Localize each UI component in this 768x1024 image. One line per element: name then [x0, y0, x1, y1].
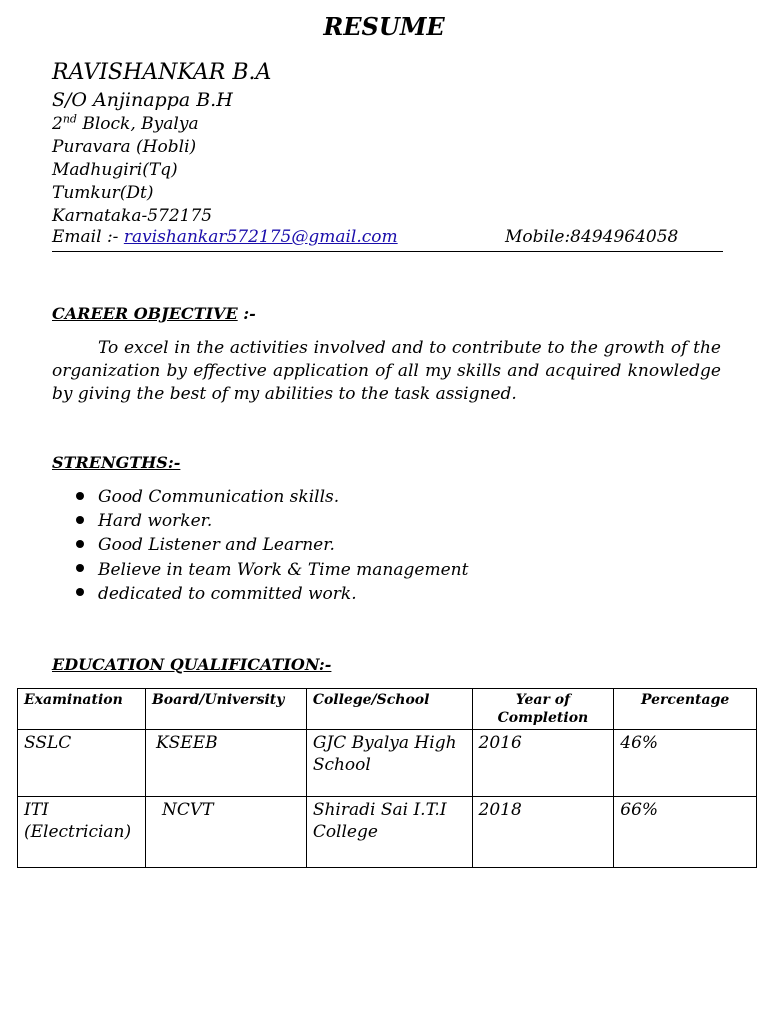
cell-percentage: 46%	[614, 730, 757, 797]
list-item	[52, 558, 468, 582]
address-block-number: 2	[52, 114, 63, 134]
cell-year: 2016	[472, 730, 614, 797]
strengths-list	[52, 485, 468, 606]
education-table	[17, 688, 757, 868]
table-row	[18, 797, 757, 868]
bullet-icon	[76, 516, 84, 524]
strength-text: Good Listener and Learner.	[98, 535, 335, 556]
list-item	[52, 533, 468, 557]
list-item	[52, 582, 468, 606]
candidate-name: RAVISHANKAR B.A	[52, 60, 272, 85]
strength-text: Good Communication skills.	[98, 487, 340, 507]
address-line-hobli: Puravara (Hobli)	[52, 137, 197, 157]
cell-college: Shiradi Sai I.T.I College	[306, 797, 472, 868]
career-objective-heading-text: CAREER OBJECTIVE	[52, 304, 238, 323]
address-block-ordinal: nd	[62, 112, 77, 126]
column-header-college: College/School	[306, 689, 472, 730]
email-label: Email :-	[52, 227, 124, 247]
strength-text: Believe in team Work & Time management	[98, 559, 469, 580]
bullet-icon	[76, 588, 84, 596]
table-header-row	[18, 689, 757, 730]
contact-line	[52, 227, 723, 252]
cell-board: KSEEB	[145, 730, 306, 797]
mobile-number: Mobile:8494964058	[505, 227, 679, 247]
career-objective-heading	[52, 304, 256, 323]
column-header-year: Year of Completion	[472, 689, 614, 730]
cell-college: GJC Byalya High School	[306, 730, 472, 797]
column-header-percentage: Percentage	[614, 689, 757, 730]
strength-text: dedicated to committed work.	[98, 583, 357, 604]
career-objective-body: To excel in the activities involved and to contribute to the growth of the organization by effective application of all my skills and acquired knowledge by giving the best of my abilities to the task assigned.	[52, 338, 721, 404]
address-line-parent: S/O Anjinappa B.H	[52, 89, 233, 111]
column-header-examination: Examination	[18, 689, 146, 730]
list-item	[52, 485, 468, 509]
bullet-icon	[76, 540, 84, 548]
cell-examination: ITI (Electrician)	[18, 797, 146, 868]
career-objective-text	[52, 337, 721, 406]
address-line-taluk: Madhugiri(Tq)	[52, 160, 178, 180]
education-heading-text: EDUCATION QUALIFICATION:-	[52, 655, 332, 674]
column-header-board: Board/University	[145, 689, 306, 730]
bullet-icon	[76, 492, 84, 500]
strength-text: Hard worker.	[98, 511, 213, 532]
cell-board: NCVT	[145, 797, 306, 868]
career-objective-heading-suffix: :-	[237, 304, 256, 323]
strengths-heading	[52, 453, 180, 472]
bullet-icon	[76, 564, 84, 572]
address-line-state: Karnataka-572175	[52, 206, 213, 226]
email-link[interactable]: ravishankar572175@gmail.com	[123, 227, 398, 247]
address-line-district: Tumkur(Dt)	[52, 183, 154, 203]
cell-examination: SSLC	[18, 730, 146, 797]
education-heading	[52, 655, 331, 674]
table-row	[18, 730, 757, 797]
document-title: RESUME	[323, 12, 445, 41]
cell-year: 2018	[472, 797, 614, 868]
address-line-block	[52, 113, 199, 135]
address-block-rest: Block, Byalya	[76, 114, 199, 134]
list-item	[52, 509, 468, 533]
cell-percentage: 66%	[614, 797, 757, 868]
strengths-heading-text: STRENGTHS:-	[52, 453, 181, 472]
